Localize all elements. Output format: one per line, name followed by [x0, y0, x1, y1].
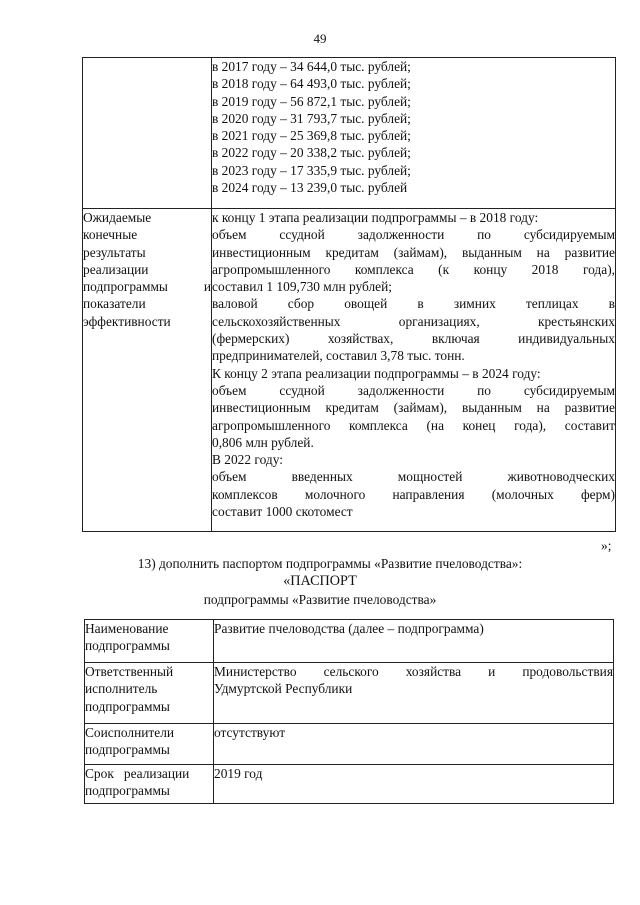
results-text-line: объем ссудной задолженности по субсидируемым [212, 227, 615, 243]
funding-year-line: в 2018 году – 64 493,0 тыс. рублей; [212, 76, 411, 92]
passport-label-cell [85, 620, 214, 663]
funding-year-line: в 2021 году – 25 369,8 тыс. рублей; [212, 128, 411, 144]
passport-value-line: Удмуртской Республики [214, 681, 353, 697]
passport-label-cell [85, 663, 214, 724]
results-text-line: инвестиционным кредитам (займам), выданным на развитие [212, 244, 615, 260]
funding-years-cell [212, 58, 616, 209]
results-label-line: эффективности [83, 313, 171, 329]
funding-row [83, 58, 616, 209]
results-text-line: 0,806 млн рублей. [212, 434, 314, 450]
funding-year-line: в 2019 году – 56 872,1 тыс. рублей; [212, 93, 411, 109]
passport-table [84, 619, 614, 804]
passport-value-line: Министерство сельского хозяйства и продовольствия [214, 664, 613, 679]
results-label-line: подпрограммы и [83, 279, 211, 295]
passport-label-line: подпрограммы [85, 783, 170, 799]
results-text-line: составит 1000 скотомест [212, 504, 353, 520]
results-text-cell [212, 209, 616, 532]
results-label-line: Ожидаемые [83, 210, 152, 225]
results-text-line: К концу 2 этапа реализации подпрограммы – в 2024 году: [212, 365, 541, 381]
passport-label-line: подпрограммы [85, 698, 170, 714]
passport-label-line: Срок реализации [85, 766, 190, 781]
results-text-line: (фермерских) хозяйствах, включая индивидуальных [212, 331, 615, 347]
passport-subtitle: подпрограммы «Развитие пчеловодства» [203, 592, 437, 607]
passport-value-cell [214, 663, 614, 724]
results-text-line: инвестиционным кредитам (займам), выданным на развитие [212, 400, 615, 416]
results-label-line: реализации [83, 261, 149, 277]
passport-value-line: отсутствуют [214, 725, 286, 740]
funding-year-line: в 2020 году – 31 793,7 тыс. рублей; [212, 110, 411, 126]
results-text-line: к концу 1 этапа реализации подпрограммы – в 2018 году: [212, 210, 539, 225]
funding-year-line: в 2024 году – 13 239,0 тыс. рублей [212, 180, 408, 196]
passport-label-cell [85, 765, 214, 804]
passport-label-line: подпрограммы [85, 638, 170, 654]
results-label-line: конечные [83, 227, 138, 243]
results-text-line: составил 1 109,730 млн рублей; [212, 279, 393, 295]
passport-title: «ПАСПОРТ [283, 573, 357, 589]
passport-label-line: Наименование [85, 621, 169, 636]
closing-quote: »; [601, 538, 612, 553]
passport-label-cell [85, 724, 214, 765]
results-text-line: валовой сбор овощей в зимних теплицах в [212, 296, 615, 312]
passport-label-line: Ответственный [85, 664, 174, 679]
passport-label-line: исполнитель [85, 681, 158, 697]
results-text-line: объем введенных мощностей животноводческих [212, 469, 615, 485]
page-number: 49 [313, 31, 327, 46]
results-text-line: комплексов молочного направления (молочных ферм) [212, 486, 615, 502]
passport-label-line: подпрограммы [85, 742, 170, 758]
funding-results-table [82, 57, 616, 532]
results-text-line: агропромышленного комплекса (к концу 2018 года), [212, 261, 615, 277]
results-text-line: предпринимателей, составил 3,78 тыс. тонн. [212, 348, 465, 364]
results-text-line: объем ссудной задолженности по субсидируемым [212, 382, 615, 398]
passport-value-cell [214, 620, 614, 663]
passport-row-name [85, 620, 614, 663]
results-text-line: сельскохозяйственных организациях, крестьянских [212, 313, 615, 329]
passport-row-term [85, 765, 614, 804]
passport-row-coexecutors [85, 724, 614, 765]
passport-row-executor [85, 663, 614, 724]
passport-value-cell [214, 724, 614, 765]
funding-year-line: в 2017 году – 34 644,0 тыс. рублей; [212, 59, 411, 74]
funding-label-cell [83, 58, 212, 209]
passport-value-line: Развитие пчеловодства (далее – подпрограмма) [214, 621, 484, 636]
passport-value-line: 2019 год [214, 766, 263, 781]
funding-year-line: в 2022 году – 20 338,2 тыс. рублей; [212, 145, 411, 161]
results-label-line: результаты [83, 244, 146, 260]
results-label-cell [83, 209, 212, 532]
results-label-line: показатели [83, 296, 146, 312]
results-text-line: В 2022 году: [212, 452, 283, 468]
results-text-line: агропромышленного комплекса (на конец года), составит [212, 417, 615, 433]
passport-value-cell [214, 765, 614, 804]
funding-year-line: в 2023 году – 17 335,9 тыс. рублей; [212, 162, 411, 178]
section-heading: 13) дополнить паспортом подпрограммы «Развитие пчеловодства»: [137, 556, 523, 571]
results-row [83, 209, 616, 532]
passport-label-line: Соисполнители [85, 725, 175, 740]
